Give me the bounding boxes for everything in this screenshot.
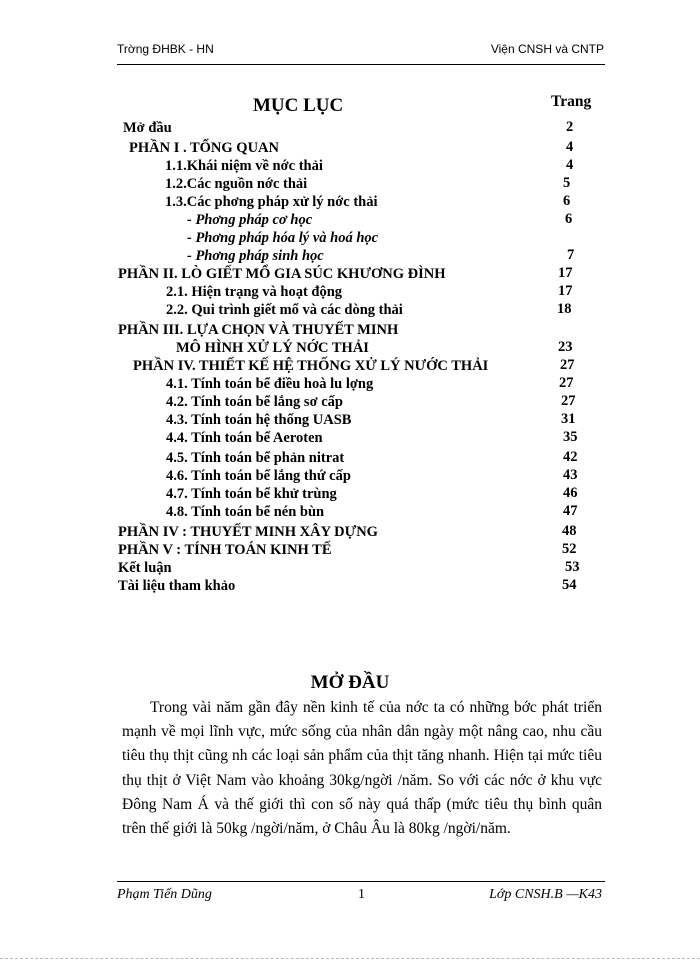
toc-page-header: Trang — [551, 93, 592, 110]
toc-entry-page: 52 — [562, 541, 577, 557]
toc-entry-label: 4.7. Tính toán bể khử trùng — [166, 486, 337, 502]
toc-entry-page: 42 — [563, 449, 578, 465]
footer-page-number: 1 — [358, 887, 365, 902]
toc-entry-page: 2 — [566, 119, 574, 135]
footer-author: Phạm Tiến Dũng — [117, 887, 212, 902]
toc-entry-page: 46 — [563, 485, 578, 501]
toc-entry-label: PHẦN IV. THIẾT KẾ HỆ THỐNG XỬ LÝ NƯỚC THẢI — [133, 358, 489, 374]
toc-entry-page: 47 — [563, 503, 578, 519]
toc-entry-label: 4.4. Tính toán bể Aeroten — [166, 430, 323, 446]
toc-entry-label: MÔ HÌNH XỬ LÝ NỚC THẢI — [176, 340, 369, 356]
toc-entry-label: - Phơng pháp cơ học — [187, 212, 313, 228]
toc-entry-label: 1.1.Khái niệm về nớc thải — [165, 158, 323, 174]
toc-entry-page: 53 — [565, 559, 580, 575]
toc-entry-label: PHẦN III. LỰA CHỌN VÀ THUYẾT MINH — [118, 322, 399, 338]
toc-entry-label: Kết luận — [118, 560, 172, 576]
toc-entry-label: 1.3.Các phơng pháp xử lý nớc thải — [165, 194, 378, 210]
toc-entry-label: 4.5. Tính toán bể phản nitrat — [166, 450, 345, 466]
page-edge — [0, 958, 700, 959]
toc-entry-page: 27 — [560, 357, 575, 373]
toc-entry-page: 35 — [563, 429, 578, 445]
toc-entry-page: 17 — [558, 265, 573, 281]
toc-entry-page: 4 — [566, 157, 574, 173]
toc-entry-label: 2.2. Qui trình giết mổ và các dòng thải — [166, 302, 403, 318]
toc-entry-page: 54 — [562, 577, 577, 593]
toc-entry-label: Tài liệu tham khảo — [118, 578, 236, 594]
toc-entry-page: 43 — [563, 467, 578, 483]
toc-entry-label: - Phơng pháp hóa lý và hoá học — [187, 230, 379, 246]
toc-entry-page: 7 — [567, 247, 575, 263]
toc-entry-page: 6 — [563, 193, 571, 209]
footer-class: Lớp CNSH.B —K43 — [489, 887, 602, 902]
toc-entry-label: 1.2.Các nguồn nớc thải — [165, 176, 308, 192]
toc-entry-label: PHẦN II. LÒ GIẾT MỔ GIA SÚC KHƯƠNG ĐÌNH — [118, 266, 446, 282]
toc-entry-page: 27 — [561, 393, 576, 409]
toc-entry-label: 4.1. Tính toán bể điều hoà lu lợng — [166, 376, 374, 392]
toc-entry-label: 4.2. Tính toán bể lắng sơ cấp — [166, 394, 343, 410]
toc-entry-page: 5 — [563, 175, 571, 191]
toc-entry-page: 6 — [565, 211, 573, 227]
toc-entry-label: Mở đầu — [123, 120, 172, 136]
intro-title: MỞ ĐẦU — [310, 672, 390, 693]
toc-entry-label: 4.6. Tính toán bể lắng thứ cấp — [166, 468, 351, 484]
toc-entry-label: PHẦN IV : THUYẾT MINH XÂY DỰNG — [118, 524, 378, 540]
toc-entry-page: 27 — [559, 375, 574, 391]
toc-entry-page: 48 — [562, 523, 577, 539]
header-school: Trờng ĐHBK - HN — [117, 42, 214, 56]
header-institute: Viện CNSH và CNTP — [490, 42, 604, 56]
toc-title: MỤC LỤC — [253, 95, 344, 116]
toc-entry-label: - Phơng pháp sinh học — [187, 248, 324, 264]
intro-paragraph: Trong vài năm gần đây nền kinh tế của nớc ta có những bớc phát triển mạnh về mọi lĩnh vực, mức sống của nhân dân ngày một nâng cao, nhu cầu tiêu thụ thịt cũng nh các loại sản phẩm của thịt tăng nhanh. Hiện tại mức tiêu thụ thịt ở Việt Nam vào khoảng 30kg/ngời /năm. So với các nớc ở khu vực Đông Nam Á và thế giới thì con số này quá thấp (mức tiêu thụ bình quân trên thế giới là 50kg /ngời/năm, ở Châu Âu là 80kg /ngời/năm. — [122, 699, 602, 838]
toc-entry-page: 18 — [557, 301, 572, 317]
toc-entry-label: PHẦN V : TÍNH TOÁN KINH TẾ — [118, 542, 332, 558]
toc-entry-page: 17 — [558, 283, 573, 299]
toc-entry-page: 31 — [561, 411, 576, 427]
toc-entry-page: 4 — [566, 139, 574, 155]
footer-rule — [117, 881, 605, 882]
toc-entry-label: PHẦN I . TỔNG QUAN — [129, 140, 279, 156]
toc-entry-page: 23 — [558, 339, 573, 355]
header-rule — [117, 64, 605, 65]
toc-entry-label: 4.8. Tính toán bể nén bùn — [166, 504, 325, 520]
toc-entry-label: 2.1. Hiện trạng và hoạt động — [166, 284, 343, 300]
toc-entry-label: 4.3. Tính toán hệ thống UASB — [166, 412, 352, 428]
